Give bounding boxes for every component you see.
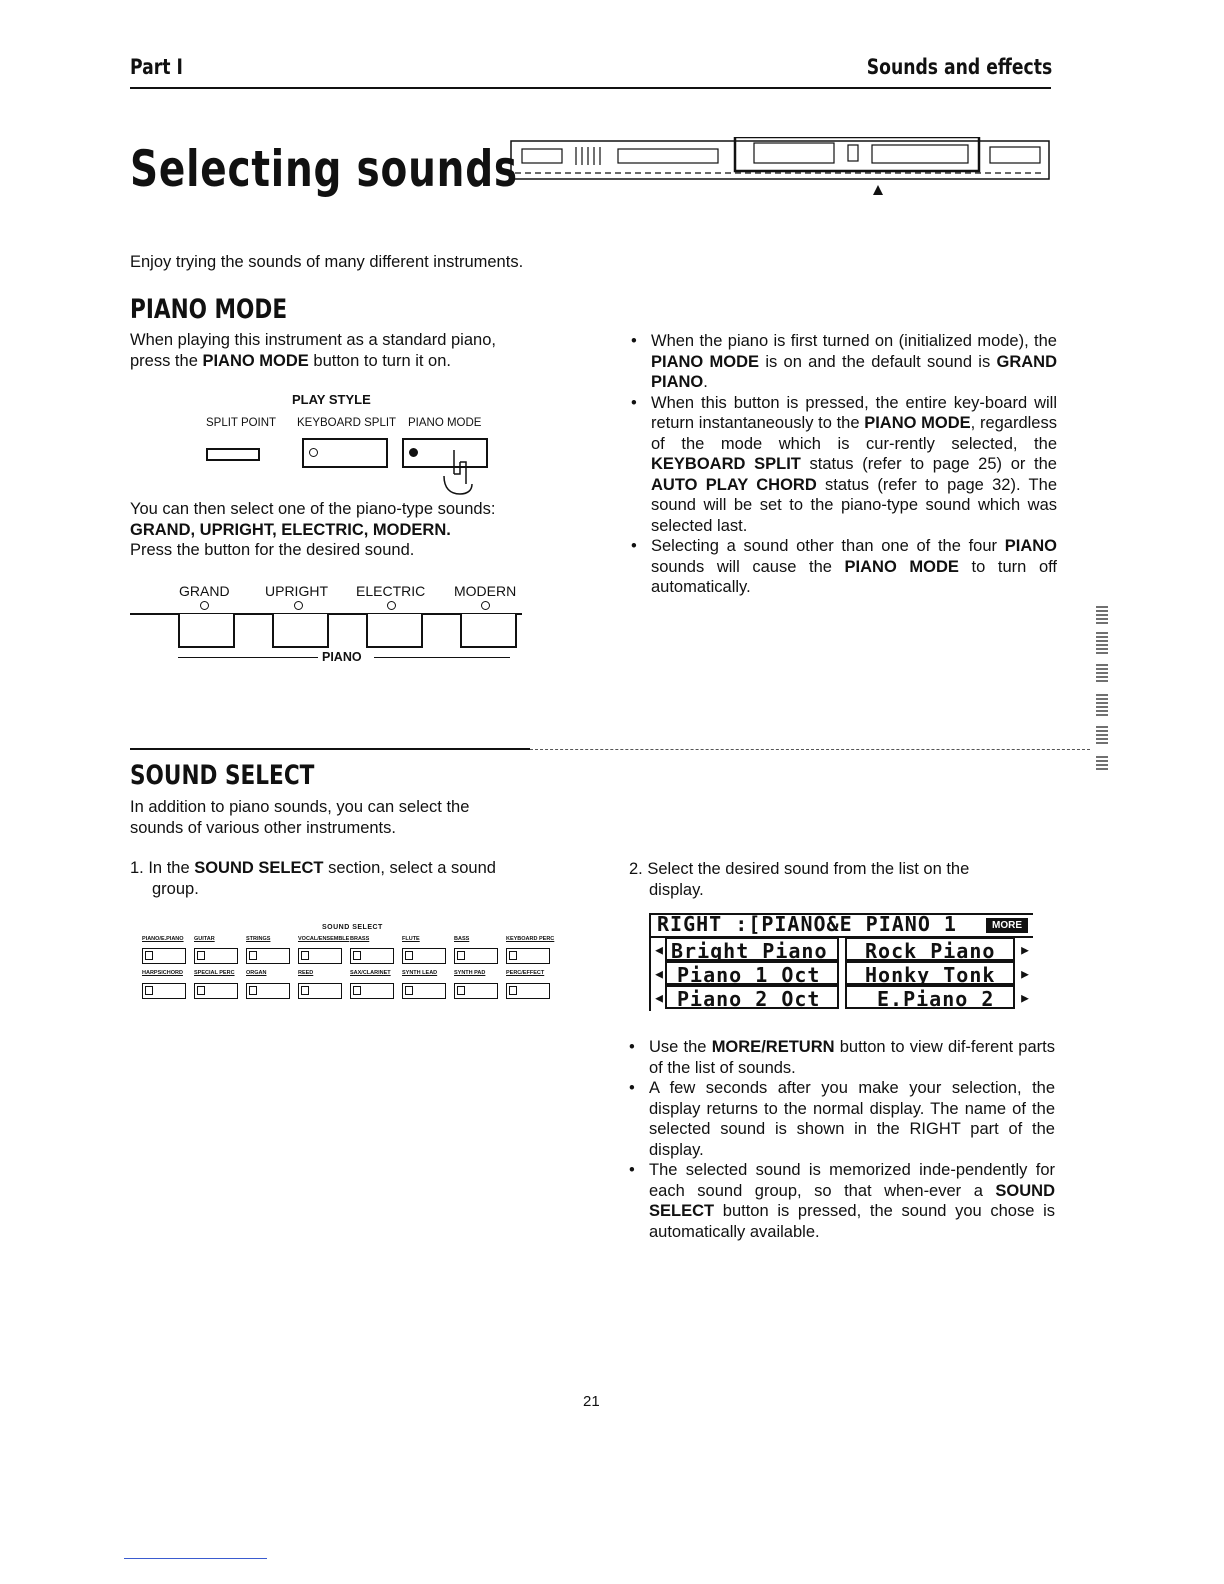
sound-group-top-label-8: KEYBOARD PERC [506,936,555,942]
sound-group-bottom-button-6[interactable] [402,983,446,999]
header-rule [130,87,1051,89]
lcd-sound-e-piano-2[interactable]: E.Piano 2 [845,985,1015,1009]
lcd-left-arrow-3: ◂ [653,985,667,1009]
piano-type-line: You can then select one of the piano-type sounds: [130,500,496,518]
section-rule-dashed [530,749,1090,750]
sound-group-bottom-button-5[interactable] [350,983,394,999]
footer-line [124,1558,267,1559]
page-title: Selecting sounds [130,140,518,198]
sound-group-top-label-6: FLUTE [402,936,420,942]
sound-group-top-button-led-1 [145,951,153,960]
sound-group-top-label-4: VOCAL/ENSEMBLE [298,936,350,942]
keyboard-split-label: KEYBOARD SPLIT [297,417,397,429]
piano-mode-intro [130,330,570,371]
note-memorized: • The selected sound is memorized inde-pendently for each sound group, so that when-ever a SOUND SELECT button is pressed, the sound you chose is automatically available. [627,1160,1055,1242]
note-display-returns: • A few seconds after you make your selection, the display returns to the normal display. The name of the selected sound is shown in the RIGHT part of the display. [627,1078,1055,1160]
sound-group-top-label-3: STRINGS [246,936,271,942]
lcd-sound-rock-piano[interactable]: Rock Piano [845,937,1015,961]
sound-group-bottom-button-led-4 [301,986,309,995]
sound-group-top-label-2: GUITAR [194,936,215,942]
sound-group-bottom-button-led-2 [197,986,205,995]
sound-group-top-button-6[interactable] [402,948,446,964]
electric-button[interactable] [366,614,423,648]
step-2-line1: 2. Select the desired sound from the list on the [629,860,970,878]
pressing-finger-icon [440,448,480,498]
lcd-right-arrow-3: ▸ [1019,985,1033,1009]
piano-mode-label: PIANO MODE [408,417,482,429]
header-section: Sounds and effects [866,55,1052,79]
sound-group-bottom-button-1[interactable] [142,983,186,999]
keyboard-split-led [309,448,318,457]
sound-group-top-button-4[interactable] [298,948,342,964]
sound-group-top-button-7[interactable] [454,948,498,964]
grand-led [200,601,209,610]
sound-group-top-button-8[interactable] [506,948,550,964]
piano-mode-line2: press the PIANO MODE button to turn it on. [130,351,451,370]
step-2 [629,859,1059,900]
page-number: 21 [583,1393,600,1410]
sound-group-top-button-led-6 [405,951,413,960]
note-initialized: • When the piano is first turned on (initialized mode), the PIANO MODE is on and the default sound is GRAND PIANO. [629,331,1057,393]
sound-group-top-label-7: BASS [454,936,470,942]
sound-select-intro-line1: In addition to piano sounds, you can select the [130,798,470,816]
split-point-label: SPLIT POINT [206,417,277,429]
sound-group-top-button-led-8 [509,951,517,960]
grand-button[interactable] [178,614,235,648]
sound-group-top-button-1[interactable] [142,948,186,964]
sound-group-bottom-label-6: SYNTH LEAD [402,970,438,976]
keyboard-split-button[interactable] [302,438,388,468]
sound-group-top-button-led-5 [353,951,361,960]
piano-group-line-right [374,657,510,658]
piano-mode-line1: When playing this instrument as a standard piano, [130,331,496,349]
upright-label: UPRIGHT [265,583,328,599]
lcd-sound-honky-tonk[interactable]: Honky Tonk [845,961,1015,985]
sound-group-bottom-button-8[interactable] [506,983,550,999]
lcd-more-indicator: MORE [986,918,1028,933]
step-1 [130,858,570,899]
sound-select-panel [142,924,562,1004]
intro-text: Enjoy trying the sounds of many different instruments. [130,253,524,271]
sound-group-bottom-button-3[interactable] [246,983,290,999]
sound-group-top-button-led-7 [457,951,465,960]
lcd-sound-bright-piano[interactable]: Bright Piano [665,937,839,961]
sound-select-intro [130,797,570,838]
lcd-right-arrow-2: ▸ [1019,961,1033,985]
sound-select-intro-line2: sounds of various other instruments. [130,818,396,837]
piano-type-text [130,499,570,561]
sound-group-bottom-label-2: SPECIAL PERC [194,970,235,976]
modern-button[interactable] [460,614,517,648]
sound-select-heading: SOUND SELECT [130,760,315,791]
sound-group-bottom-label-1: HARPSICHORD [142,970,183,976]
sound-select-panel-title: SOUND SELECT [322,924,383,931]
sound-group-bottom-label-7: SYNTH PAD [454,970,486,976]
sound-group-bottom-label-5: SAX/CLARINET [350,970,391,976]
sound-group-bottom-button-led-8 [509,986,517,995]
upright-led [294,601,303,610]
sound-group-bottom-button-led-7 [457,986,465,995]
lcd-left-arrow-2: ◂ [653,961,667,985]
piano-group-line-left [178,657,318,658]
lcd-sound-piano-1-oct[interactable]: Piano 1 Oct [665,961,839,985]
sound-group-bottom-button-2[interactable] [194,983,238,999]
sound-group-top-button-led-3 [249,951,257,960]
lcd-left-arrow-1: ◂ [653,937,667,961]
sound-select-notes [627,1037,1055,1242]
modern-led [481,601,490,610]
sound-group-top-label-5: BRASS [350,936,370,942]
note-button-pressed: • When this button is pressed, the entire key-board will return instantaneously to the PIANO MODE, regardless of the mode which is cur-rently selected, the KEYBOARD SPLIT status (refer to page 25) or the AUTO PLAY CHORD status (refer to page 32). The sound will be set to the piano-type sound which was selected last. [629,393,1057,537]
piano-mode-led-lit [409,448,418,457]
sound-group-bottom-label-4: REED [298,970,314,976]
sound-group-top-button-2[interactable] [194,948,238,964]
electric-led [387,601,396,610]
grand-label: GRAND [179,583,230,599]
play-style-title: PLAY STYLE [292,392,371,407]
piano-sounds-list: GRAND, UPRIGHT, ELECTRIC, MODERN. [130,520,451,539]
sound-group-bottom-button-4[interactable] [298,983,342,999]
sound-group-top-button-led-4 [301,951,309,960]
header-part: Part I [130,55,183,79]
electric-label: ELECTRIC [356,583,426,599]
sound-group-top-label-1: PIANO/E.PIANO [142,936,184,942]
edge-index-marks [1096,603,1110,773]
lcd-display [649,913,1033,1013]
sound-group-bottom-button-led-6 [405,986,413,995]
lcd-header: RIGHT :[PIANO&E PIANO 1 [657,912,957,936]
sound-group-bottom-button-7[interactable] [454,983,498,999]
note-more-return: • Use the MORE/RETURN button to view dif-ferent parts of the list of sounds. [627,1037,1055,1078]
piano-press-line: Press the button for the desired sound. [130,541,415,559]
step-1-line1: 1. In the SOUND SELECT section, select a sound [130,859,496,877]
sound-group-top-button-3[interactable] [246,948,290,964]
modern-label: MODERN [454,583,517,599]
section-rule [130,748,530,750]
split-point-button[interactable] [206,448,260,461]
step-1-line2: group. [152,879,199,898]
sound-group-bottom-button-led-5 [353,986,361,995]
sound-group-top-button-5[interactable] [350,948,394,964]
sound-group-bottom-button-led-1 [145,986,153,995]
lcd-right-arrow-1: ▸ [1019,937,1033,961]
piano-group-label: PIANO [322,650,362,664]
step-2-line2: display. [649,880,704,899]
lcd-sound-piano-2-oct[interactable]: Piano 2 Oct [665,985,839,1009]
piano-mode-heading: PIANO MODE [130,294,288,325]
sound-group-bottom-label-3: ORGAN [246,970,267,976]
note-auto-off: • Selecting a sound other than one of the four PIANO sounds will cause the PIANO MODE to turn off automatically. [629,536,1057,598]
sound-group-bottom-button-led-3 [249,986,257,995]
upright-button[interactable] [272,614,329,648]
piano-mode-notes [629,331,1057,598]
sound-group-top-button-led-2 [197,951,205,960]
control-panel-illustration [510,137,1052,189]
sound-group-bottom-label-8: PERC/EFFECT [506,970,545,976]
